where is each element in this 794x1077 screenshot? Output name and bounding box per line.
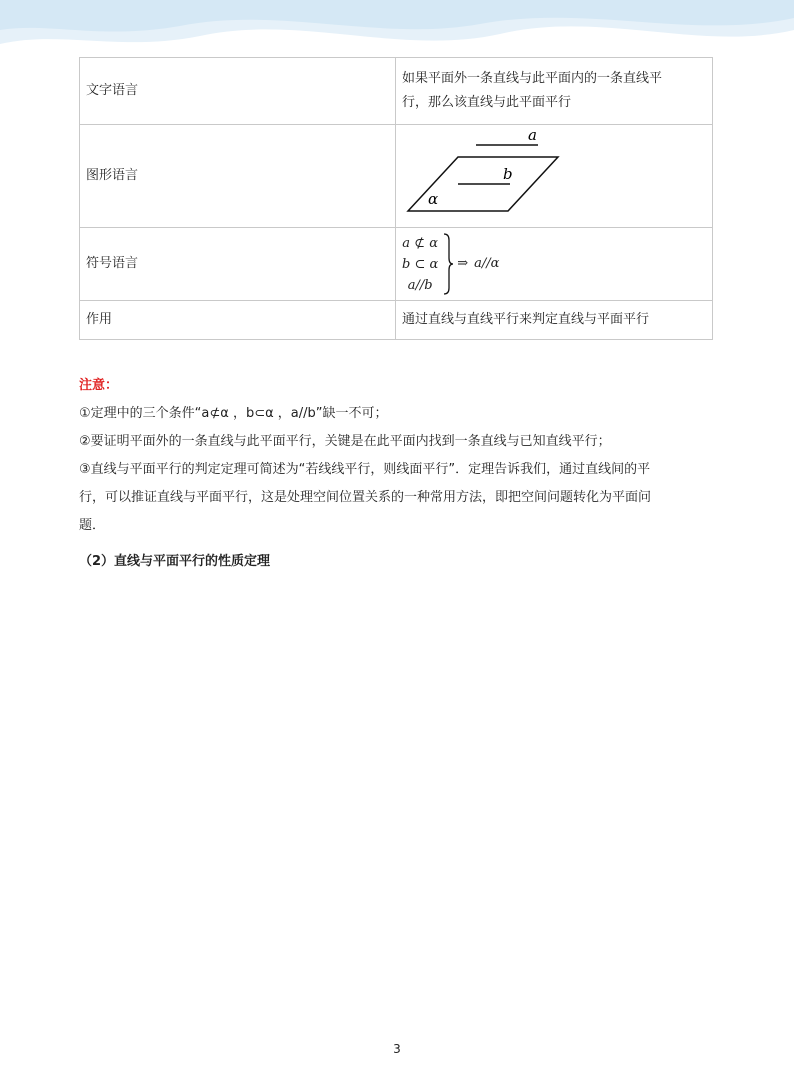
note-item: ①定理中的三个条件“a⊄α ，b⊂α ，a//b”缺一不可； [79,406,388,421]
row-label: 作用 [80,301,396,340]
row-label: 符号语言 [80,228,396,301]
theorem-table [79,57,713,340]
text-language-content: 如果平面外一条直线与此平面内的一条直线平 行，那么该直线与此平面平行 [396,58,713,125]
table-row [80,301,713,340]
implies-arrow: ⇒ [457,256,469,271]
condition-2: b ⊂ α [402,256,439,272]
condition-1: a ⊄ α [402,235,438,251]
label-a: a [528,126,537,144]
symbol-language-cell [396,228,713,301]
symbol-expression [402,233,706,296]
note-item: ②要证明平面外的一条直线与此平面平行，关键是在此平面内找到一条直线与已知直线平行； [79,434,611,449]
plane-line-figure [402,127,572,217]
purpose-content: 通过直线与直线平行来判定直线与平面平行 [396,301,713,340]
label-b: b [503,164,513,183]
header-wave-decoration [0,0,794,56]
right-brace-icon [442,233,454,295]
notes-title: 注意： [79,378,119,393]
table-row [80,228,713,301]
note-item: 行，可以推证直线与平面平行，这是处理空间位置关系的一种常用方法，即把空间问题转化为平面问 [79,490,652,505]
figure-cell [396,125,713,228]
section-heading: （2）直线与平面平行的性质定理 [79,554,271,569]
row-label: 图形语言 [80,125,396,228]
table-row [80,58,713,125]
note-item: ③直线与平面平行的判定定理可简述为“若线线平行，则线面平行”．定理告诉我们，通过直线间的平 [79,462,651,477]
label-alpha: α [428,189,439,208]
row-label: 文字语言 [80,58,396,125]
table-row [80,125,713,228]
notes-block [79,372,719,540]
condition-3: a//b [407,277,433,293]
note-item: 题． [79,518,106,533]
page-number: 3 [393,1042,401,1056]
conclusion: a//α [474,256,500,271]
